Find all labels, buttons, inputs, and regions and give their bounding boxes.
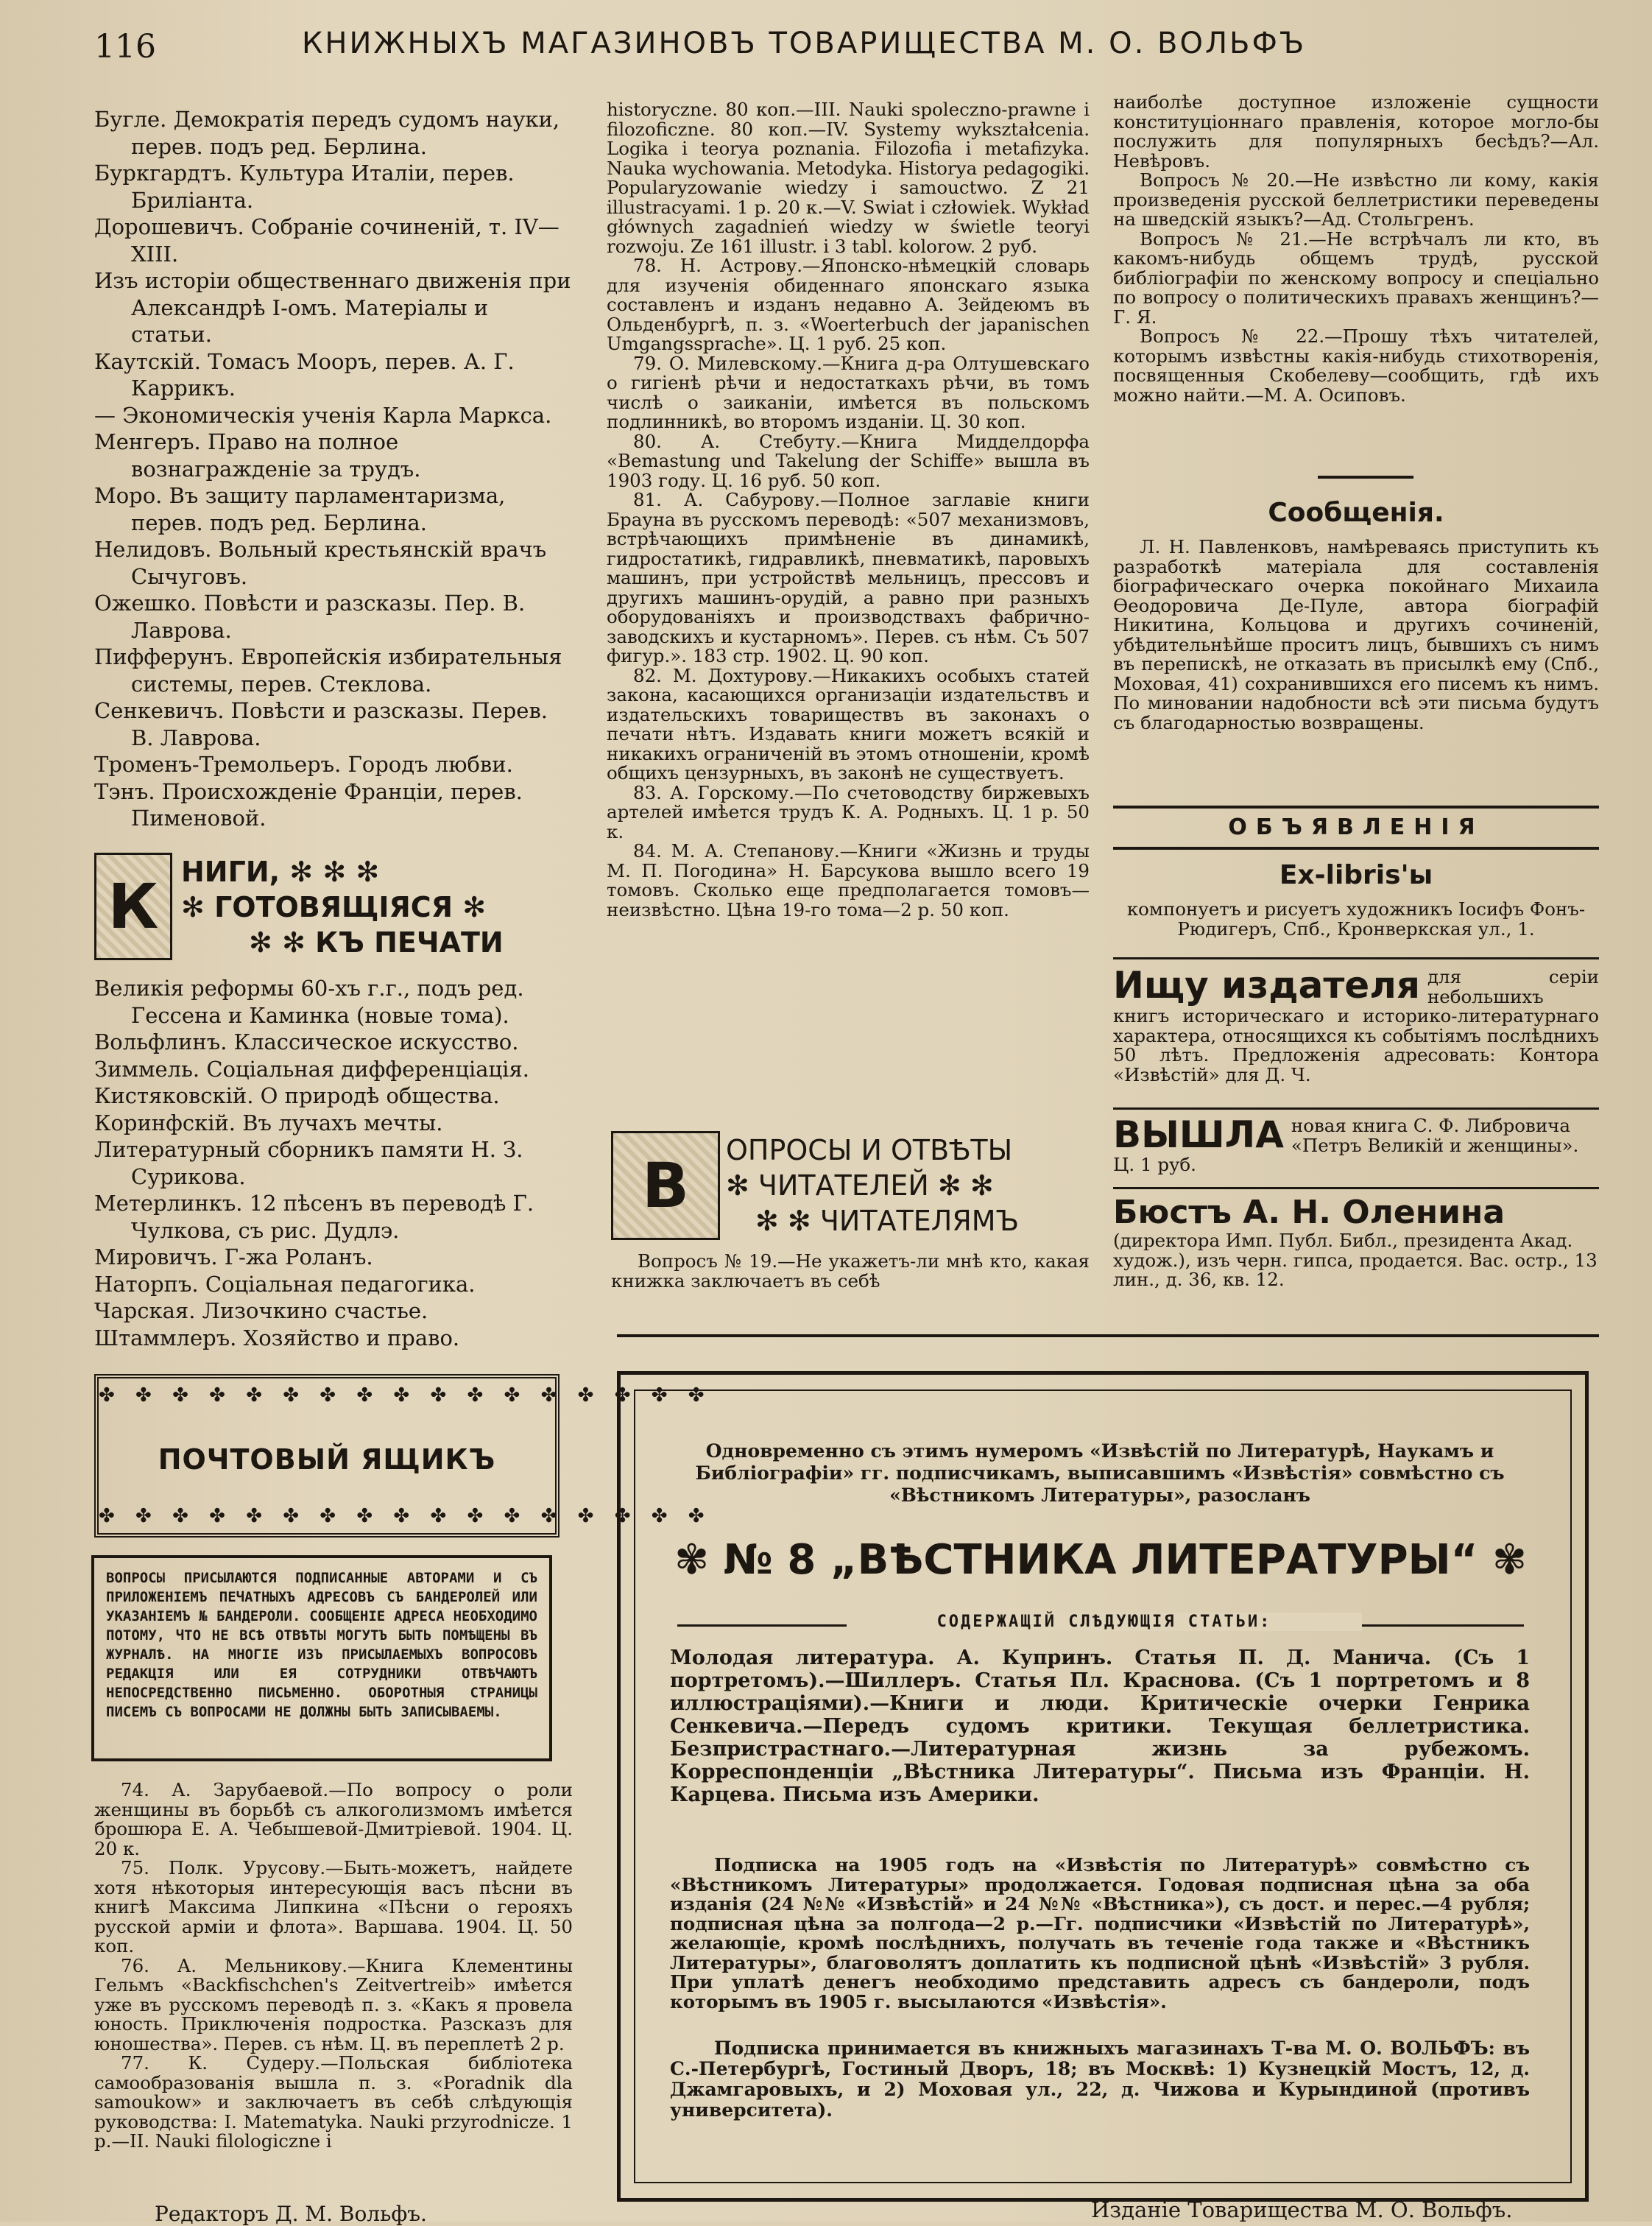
dropcap-k: К xyxy=(94,853,172,960)
divider xyxy=(1318,476,1413,479)
vestnik-intro: Одновременно съ этимъ нумеромъ «Извѣстій по Литературѣ, Наукамъ и Библіографіи» гг. подписчикамъ, выписавшимъ «Извѣстія» совмѣстно съ «Вѣстникомъ Литературы», разосланъ xyxy=(695,1440,1505,1506)
question-entry: Вопросъ № 21.—Не встрѣчалъ ли кто, въ какомъ-нибудь общемъ трудѣ, русской библіографіи по женскому вопросу и спеціально по вопросу о политическихъ правахъ женщинъ?—Г. Я. xyxy=(1113,228,1599,328)
vestnik-subtitle: СОДЕРЖАЩІЙ СЛѢДУЮЩІЯ СТАТЬИ: xyxy=(847,1613,1362,1631)
book-entry: Тэнъ. Происхожденіе Франціи, перев. Пименовой. xyxy=(94,778,523,831)
bust-text: (директора Имп. Публ. Библ., президента Акад. худож.), изъ черн. гипса, продается. Вас. остр., 13 лин., д. 36, кв. 12. xyxy=(1113,1230,1598,1290)
book-entry: Сенкевичъ. Повѣсти и разсказы. Перев. В. Лаврова. xyxy=(94,698,548,750)
book-entry: Ожешко. Повѣсти и разсказы. Пер. В. Лаврова. xyxy=(94,591,526,643)
divider xyxy=(1113,847,1599,850)
vestnik-accepted: Подписка принимается въ книжныхъ магазинахъ Т-ва М. О. ВОЛЬФЪ: въ С.-Петербургѣ, Гостиный Дворъ, 18; въ Москвѣ: 1) Кузнецкій Мостъ, 12, д. Джамгаровыхъ, и 2) Моховая ул., 22, д. Чижова и Курындиной (противъ университета). xyxy=(670,2037,1530,2121)
column-1-answers xyxy=(94,1781,573,2152)
book-entry: Дорошевичъ. Собраніе сочиненій, т. IV—XIII. xyxy=(94,214,560,267)
forthcoming-item: Вольфлинъ. Классическое искусство. xyxy=(94,1029,519,1054)
mailbox-notice: ВОПРОСЫ ПРИСЫЛАЮТСЯ ПОДПИСАННЫЕ АВТОРАМИ И СЪ ПРИЛОЖЕНІЕМЪ ПЕЧАТНЫХЪ АДРЕСОВЪ СЪ БАНДЕРОЛЕЙ ИЛИ УКАЗАНІЕМЪ № БАНДЕРОЛИ. СООБЩЕНІЕ АДРЕСА НЕОБХОДИМО ПОТОМУ, ЧТО НЕ ВСѢ ОТВѢТЫ МОГУТЪ БЫТЬ ПОМѢЩЕНЫ ВЪ ЖУРНАЛѢ. НА МНОГІЕ ИЗЪ ПРИСЫЛАЕМЫХЪ ВОПРОСОВЪ РЕДАКЦІЯ ИЛИ ЕЯ СОТРУДНИКИ ОТВѢЧАЮТЪ НЕПОСРЕДСТВЕННО ПИСЬМЕННО. ОБОРОТНЫЯ СТРАНИЦЫ ПИСЕМЪ СЪ ВОПРОСАМИ НЕ ДОЛЖНЫ БЫТЬ ЗАПИСЫВАЕМЫ. xyxy=(91,1555,552,1761)
forthcoming-item: Метерлинкъ. 12 пѣсенъ въ переводѣ Г. Чулкова, съ рис. Дудлэ. xyxy=(94,1191,534,1243)
messages-title: Сообщенія. xyxy=(1268,498,1444,528)
ads-title: ОБЪЯВЛЕНІЯ xyxy=(1228,814,1484,840)
ornament-row: ✤ ✤ ✤ ✤ ✤ ✤ ✤ ✤ ✤ ✤ ✤ ✤ ✤ ✤ ✤ ✤ ✤ xyxy=(99,1384,712,1406)
answer-entry: 80. А. Стебуту.—Книга Мидделдорфа «Bemastung und Takelung der Schiffe» вышла въ 1903 году. Ц. 16 руб. 50 коп. xyxy=(607,430,1090,491)
forthcoming-item: Чарская. Лизочкино счастье. xyxy=(94,1298,428,1323)
column-1-book-list xyxy=(94,106,571,832)
vestnik-title-line xyxy=(663,1536,1539,1584)
qa-title-3: ✻ ✻ ЧИТАТЕЛЯМЪ xyxy=(755,1205,1020,1237)
answer-entry: 75. Полк. Урусову.—Быть-можетъ, найдете хотя нѣкоторыя интересующія васъ пѣсни въ книгѣ Максима Липкина «Пѣсни о герояхъ русской арміи и флота». Варшава. 1904. Ц. 50 коп. xyxy=(94,1857,573,1956)
exlibris-text: компонуетъ и рисуетъ художникъ Іосифъ Фонъ-Рюдигеръ, Спб., Кронверкская ул., 1. xyxy=(1126,898,1586,940)
messages-body xyxy=(1113,538,1599,733)
answer-entry: 77. К. Судеру.—Польская библіотека самообразованія вышла п. з. «Poradnik dla samoukow» и заключаетъ въ себѣ слѣдующія руководства: I. Matematyka. Nauki przyrodnicze. 1 р.—II. Nauki filologiczne i xyxy=(94,2052,573,2152)
answer-entry: 84. М. А. Степанову.—Книги «Жизнь и труды М. П. Погодина» Н. Барсукова вышло всего 19 томовъ. Сколько еще предполагается томовъ—неизвѣстно. Цѣна 19-го тома—2 р. 50 коп. xyxy=(607,840,1090,920)
flourish-icon: ✾ xyxy=(674,1536,709,1584)
bust-ad xyxy=(1113,1194,1599,1290)
forthcoming-item: Штаммлеръ. Хозяйство и право. xyxy=(94,1325,460,1350)
vestnik-title: № 8 „ВѢСТНИКА ЛИТЕРАТУРЫ“ xyxy=(723,1536,1478,1584)
book-entry: Изъ исторіи общественнаго движенія при Александрѣ I-омъ. Матеріалы и статьи. xyxy=(94,268,571,347)
answer-entry: historyczne. 80 коп.—III. Nauki spoleczno-prawne i filozoficzne. 80 коп.—IV. Systemy wykształcenia. Logika i teorya poznania. Filozofia i metafizyka. Nauka wychowania. Metodyka. Historya pedagogiki. Popularyzowanie wiedzy i samouctwo. Z 21 illustracyami. 1 р. 20 к.—V. Swiat i człowiek. Wykład głównych zagadnień wiedzy w świetle teoryi rozwoju. Ze 161 illustr. i 3 tabl. kolorow. 2 руб. xyxy=(607,99,1090,257)
ornament-row: ✤ ✤ ✤ ✤ ✤ ✤ ✤ ✤ ✤ ✤ ✤ ✤ ✤ ✤ ✤ ✤ ✤ xyxy=(99,1505,712,1527)
book-entry: Бугле. Демократія передъ судомъ науки, перев. подъ ред. Берлина. xyxy=(94,107,560,159)
forthcoming-title-2: ✻ ГОТОВЯЩІЯСЯ ✻ xyxy=(181,891,487,923)
column-3-questions xyxy=(1113,93,1599,405)
question-entry: Вопросъ № 19.—Не укажетъ-ли мнѣ кто, какая книжка заключаетъ въ себѣ xyxy=(611,1250,1090,1292)
qa-heading xyxy=(611,1131,1097,1241)
qa-title-2: ✻ ЧИТАТЕЛЕЙ ✻ ✻ xyxy=(726,1169,994,1202)
publisher-ad xyxy=(1113,964,1599,1085)
running-title: КНИЖНЫХЪ МАГАЗИНОВЪ ТОВАРИЩЕСТВА М. О. ВОЛЬФЪ xyxy=(302,27,1307,60)
vyshla-ad xyxy=(1113,1113,1599,1175)
book-entry: Пифферунъ. Европейскія избирательныя системы, перев. Стеклова. xyxy=(94,644,562,697)
answer-entry: 81. А. Сабурову.—Полное заглавіе книги Брауна въ русскомъ переводѣ: «507 механизмовъ, встрѣчающихъ примѣненіе въ динамикѣ, гидростатикѣ, гидравликѣ, пневматикѣ, паровыхъ машинъ, при устройствѣ мельницъ, прессовъ и другихъ машинъ-орудій, а равно при разныхъ оборудованіяхъ и производствахъ фабрично-заводскихъ и кустарномъ». Перев. съ нѣм. Съ 507 фигур.». 183 стр. 1902. Ц. 90 коп. xyxy=(607,489,1090,666)
question-entry: Вопросъ № 22.—Прошу тѣхъ читателей, которымъ извѣстны какія-нибудь стихотворенія, посвященныя Скобелеву—сообщить, гдѣ ихъ можно найти.—М. А. Осиповъ. xyxy=(1113,325,1599,406)
question-19 xyxy=(611,1252,1090,1291)
divider xyxy=(1113,1107,1599,1110)
forthcoming-item: Мировичъ. Г-жа Роланъ. xyxy=(94,1244,373,1269)
book-entry: Троменъ-Тремольеръ. Городъ любви. xyxy=(94,752,513,777)
book-entry: — Экономическія ученія Карла Маркса. xyxy=(94,402,552,428)
book-entry: Моро. Въ защиту парламентаризма, перев. подъ ред. Берлина. xyxy=(94,483,506,535)
answer-entry: 74. А. Зарубаевой.—По вопросу о роли женщины въ борьбѣ съ алкоголизмомъ имѣется брошюра Е. А. Чебышевой-Дмитріевой. 1904. Ц. 20 к. xyxy=(94,1779,573,1859)
flourish-icon: ✾ xyxy=(1492,1536,1527,1584)
publisher-line: Изданіе Товарищества М. О. Вольфъ. xyxy=(1091,2197,1513,2222)
forthcoming-item: Зиммель. Соціальная дифференціація. xyxy=(94,1056,529,1082)
answer-entry: 78. Н. Астрову.—Японско-нѣмецкій словарь для изученія обиденнаго японскаго языка составленъ и изданъ недавно А. Зейдеюмъ въ Ольденбургѣ, п. з. «Woerterbuch der japanischen Umgangssprache». Ц. 1 руб. 25 коп. xyxy=(607,255,1090,354)
forthcoming-title-1: НИГИ, ✻ ✻ ✻ xyxy=(181,856,380,888)
mailbox-title: ПОЧТОВЫЙ ЯЩИКЪ xyxy=(158,1443,496,1476)
divider xyxy=(1113,1187,1599,1189)
mailbox-frame xyxy=(94,1374,712,1538)
messages-text: Л. Н. Павленковъ, намѣреваясь приступить къ разработкѣ матеріала для составленія біографическаго очерка покойнаго Михаила Ѳеодоровича Де-Пуле, автора біографій Никитина, Кольцова и другихъ сочиненій, убѣдительнѣйше проситъ лицъ, бывшихъ съ нимъ въ перепискѣ, не отказать въ присылкѣ ему (Спб., Моховая, 41) сохранившихся его писемъ къ нимъ. По миновании надобности всѣ эти письма будутъ съ благодарностью возвращены. xyxy=(1113,536,1599,733)
answer-entry: 76. А. Мельникову.—Книга Клементины Гельмъ «Backfischchen's Zeitvertreib» имѣется уже въ русскомъ переводѣ п. з. «Какъ я провела юность. Приключенія подростка. Разсказъ для юношества». Перев. съ нѣм. Ц. въ переплетѣ 2 р. xyxy=(94,1954,573,2054)
book-entry: Каутскій. Томасъ Мооръ, перев. А. Г. Каррикъ. xyxy=(94,348,515,401)
dropcap-v: В xyxy=(611,1131,720,1240)
publisher-ad-text: для серіи небольшихъ книгъ историческаго и историко-литературнаго характера, относящихся къ событіямъ послѣднихъ 50 лѣтъ. Предложенія адресовать: Контора «Извѣстій» для Д. Ч. xyxy=(1113,966,1599,1085)
bust-headline: Бюстъ А. Н. Оленина xyxy=(1113,1194,1505,1231)
book-entry: Нелидовъ. Вольный крестьянскій врачъ Сычуговъ. xyxy=(94,537,547,589)
forthcoming-item: Наторпъ. Соціальная педагогика. xyxy=(94,1271,476,1297)
forthcoming-item: Литературный сборникъ памяти Н. З. Сурикова. xyxy=(94,1137,523,1189)
book-entry: Буркгардтъ. Культура Италіи, перев. Бриліанта. xyxy=(94,161,515,213)
qa-title-1: ОПРОСЫ И ОТВѢТЫ xyxy=(726,1134,1013,1166)
book-entry: Менгеръ. Право на полное вознагражденіе за трудъ. xyxy=(94,429,421,482)
exlibris-title: Ex-libris'ы xyxy=(1279,860,1433,890)
vestnik-contents: Молодая литература. А. Купринъ. Статья П. Д. Манича. (Съ 1 портретомъ).—Шиллеръ. Статья Пл. Краснова. (Съ 1 портретомъ и 8 иллюстраціями).—Книги и люди. Критическіе очерки Генрика Сенкевича.—Передъ судомъ критики. Текущая беллетристика. Безпристрастнаго.—Литературная жизнь за рубежомъ. Корреспонденціи „Вѣстника Литературы“. Письма изъ Франціи. Н. Карцева. Письма изъ Америки. xyxy=(670,1646,1530,1806)
vestnik-subscription: Подписка на 1905 годъ на «Извѣстія по Литературѣ» совмѣстно съ «Вѣстникомъ Литературы» продолжается. Годовая подписная цѣна за оба изданія (24 №№ «Извѣстій» и 24 №№ «Вѣстника»), съ дост. и перес.—4 рубля; подписная цѣна за полгода—2 р.—Гг. подписчики «Извѣстій по Литературѣ», желающіе, кромѣ послѣднихъ, получать въ теченіе года также и «Вѣстникъ Литературы», благоволятъ доплатить къ подписной цѣнѣ «Извѣстій» 3 рубля. При уплатѣ денегъ необходимо представить адресъ съ бандероли, подъ которымъ въ 1905 г. высылаются «Извѣстія». xyxy=(670,1854,1530,2012)
forthcoming-title-3: ✻ ✻ КЪ ПЕЧАТИ xyxy=(249,926,504,959)
editor-line: Редакторъ Д. М. Вольфъ. xyxy=(155,2202,427,2226)
column-2-answers xyxy=(607,100,1090,920)
divider xyxy=(1113,957,1599,959)
publisher-ad-headline: Ищу издателя xyxy=(1113,964,1420,1007)
forthcoming-item: Кистяковскій. О природѣ общества. xyxy=(94,1083,500,1108)
answer-entry: 83. А. Горскому.—По счетоводству биржевыхъ артелей имѣется трудъ К. А. Родныхъ. Ц. 1 р. 50 к. xyxy=(607,781,1090,842)
vyshla-headline: ВЫШЛА xyxy=(1113,1113,1284,1156)
question-entry: Вопросъ № 20.—Не извѣстно ли кому, какія произведенія русской беллетристики переведены на шведскій языкъ?—Ад. Стольгренъ. xyxy=(1113,169,1599,230)
divider xyxy=(1113,806,1599,809)
question-entry: наиболѣе доступное изложеніе сущности конституціоннаго правленія, которое могло-бы послужить для популярныхъ бесѣдъ?—Ал. Невѣровъ. xyxy=(1113,91,1599,172)
forthcoming-item: Великія реформы 60-хъ г.г., подъ ред. Гессена и Каминка (новые тома). xyxy=(94,976,524,1028)
answer-entry: 82. М. Дохтурову.—Никакихъ особыхъ статей закона, касающихся организаціи издательствъ и издательскихъ товариществъ въ законахъ о печати нѣтъ. Издавать книги можетъ всякій и никакихъ ограниченій въ этомъ отношеніи, кромѣ общихъ цензурныхъ, въ законѣ не существуетъ. xyxy=(607,664,1090,783)
page-number: 116 xyxy=(94,28,156,66)
forthcoming-list xyxy=(94,975,573,1351)
vyshla-text: новая книга С. Ф. Либровича «Петръ Великій и женщины». Ц. 1 руб. xyxy=(1113,1115,1579,1175)
forthcoming-item: Коринфскій. Въ лучахъ мечты. xyxy=(94,1110,443,1135)
divider xyxy=(617,1334,1599,1337)
forthcoming-heading xyxy=(94,853,573,965)
answer-entry: 79. О. Милевскому.—Книга д-ра Олтушевскаго о гигіенѣ рѣчи и недостаткахъ рѣчи, въ томъ числѣ о заиканіи, имѣется въ польскомъ подлинникѣ, во второмъ изданіи. Ц. 30 коп. xyxy=(607,352,1090,432)
